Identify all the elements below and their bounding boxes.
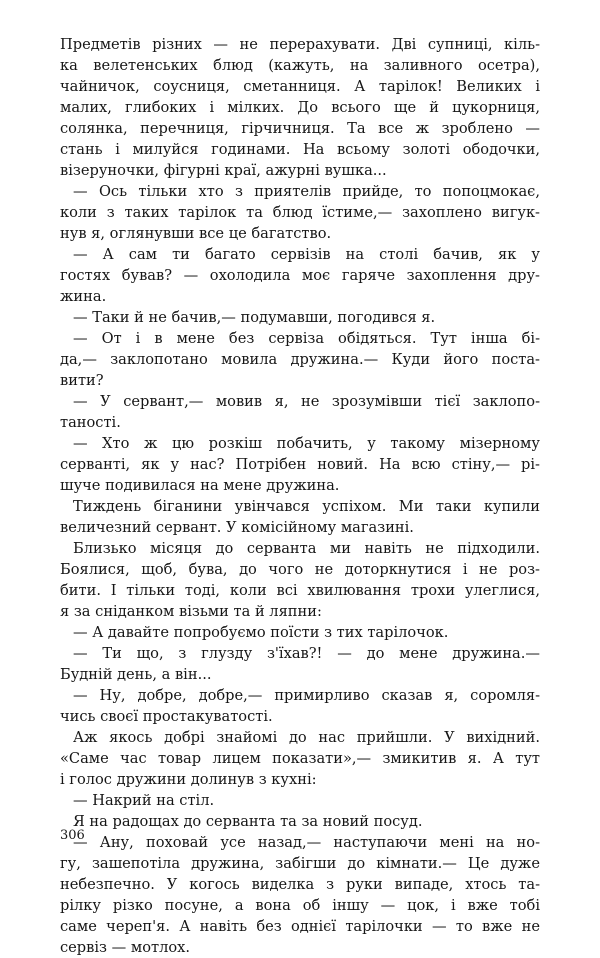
text-line: — Ну, добре, добре,— примирливо сказав я, соромля- (73, 687, 540, 704)
text-line: Аж якось добрі знайомі до нас прийшли. У вихідний. (73, 729, 540, 746)
text-line: гостях бував? — охолодила моє гаряче захоплення дру- (60, 267, 540, 284)
text-line: сервіз — мотлох. (60, 939, 191, 956)
text-line: вити? (60, 372, 104, 389)
page-text (60, 34, 540, 958)
text-line: «Саме час товар лицем показати»,— змикитив я. А тут (60, 750, 540, 767)
text-line: — Накрий на стіл. (73, 792, 215, 809)
text-line: малих, глибоких і мілких. До всього ще й цукорниця, (60, 99, 540, 116)
text-line: да,— заклопотано мовила дружина.— Куди його поста- (60, 351, 540, 368)
text-line: — У сервант,— мовив я, не зрозумівши тієї заклопо- (73, 393, 540, 410)
text-line: і голос дружини долинув з кухні: (60, 771, 317, 788)
text-line: величезний сервант. У комісійному магазині. (60, 519, 414, 536)
text-line: жина. (60, 288, 107, 305)
text-line: — Ти що, з глузду з'їхав?! — до мене дружина.— (73, 645, 540, 662)
text-line: гу, зашепотіла дружина, забігши до кімнати.— Це дуже (60, 855, 540, 872)
text-line: Тиждень біганини увінчався успіхом. Ми таки купили (73, 498, 540, 515)
text-line: таності. (60, 414, 121, 431)
text-line: — А сам ти багато сервізів на столі бачив, як у (73, 246, 540, 263)
text-line: нув я, оглянувши все це багатство. (60, 225, 332, 242)
text-line: Я на радощах до серванта та за новий посуд. (73, 813, 423, 830)
text-line: — Таки й не бачив,— подумавши, погодився я. (73, 309, 436, 326)
text-line: Будній день, а він... (60, 666, 212, 683)
text-line: чайничок, соусниця, сметанниця. А тарілок! Великих і (60, 78, 540, 95)
text-line: серванті, як у нас? Потрібен новий. На всю стіну,— рі- (60, 456, 540, 473)
text-line: Близько місяця до серванта ми навіть не підходили. (73, 540, 540, 557)
text-line: чись своєї простакуватості. (60, 708, 273, 725)
text-line: бити. І тільки тоді, коли всі хвилювання трохи улеглися, (60, 582, 540, 599)
text-line: коли з таких тарілок та блюд їстиме,— захоплено вигук- (60, 204, 540, 221)
text-line: — Ану, поховай усе назад,— наступаючи мені на но- (73, 834, 540, 851)
text-line: — Хто ж цю розкіш побачить, у такому мізерному (73, 435, 540, 452)
text-line: Боялися, щоб, бува, до чого не доторкнутися і не роз- (60, 561, 540, 578)
text-line: ка велетенських блюд (кажуть, на заливного осетра), (60, 57, 540, 74)
text-line: шуче подивилася на мене дружина. (60, 477, 340, 494)
text-line: рілку різко посуне, а вона об іншу — цок, і вже тобі (60, 897, 540, 914)
page-number: 306 (60, 828, 85, 843)
text-line: — Ось тільки хто з приятелів прийде, то попоцмокає, (73, 183, 540, 200)
text-line: небезпечно. У когось виделка з руки випаде, хтось та- (60, 876, 540, 893)
text-line: Предметів різних — не перерахувати. Дві супниці, кіль- (60, 36, 540, 53)
text-line: візеруночки, фігурні краї, ажурні вушка... (60, 162, 387, 179)
text-line: стань і милуйся годинами. На всьому золоті ободочки, (60, 141, 540, 158)
text-line: я за сніданком візьми та й ляпни: (60, 603, 322, 620)
text-line: саме череп'я. А навіть без однієї тарілочки — то вже не (60, 918, 540, 935)
text-line: — От і в мене без сервіза обідяться. Тут інша бі- (73, 330, 540, 347)
text-line: — А давайте попробуємо поїсти з тих тарілочок. (73, 624, 449, 641)
text-line: солянка, перечниця, гірчичниця. Та все ж зроблено — (60, 120, 540, 137)
